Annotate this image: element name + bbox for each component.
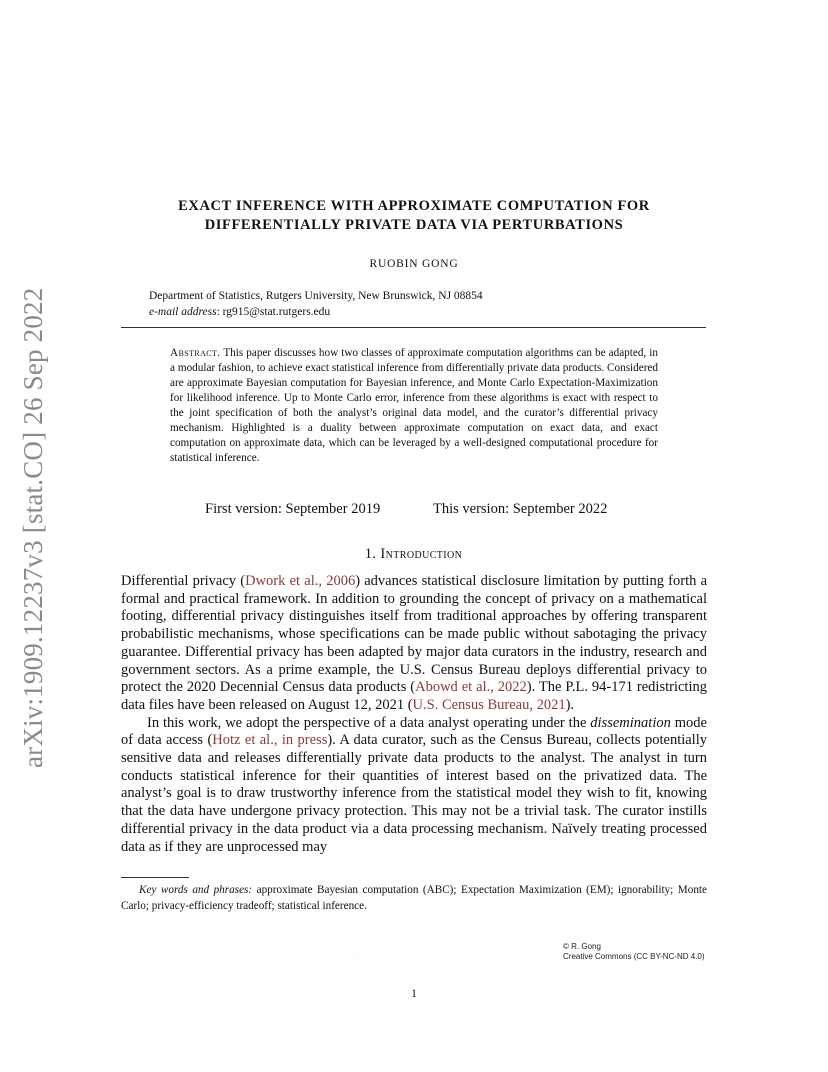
arxiv-identifier: arXiv:1909.12237v3 [stat.CO] 26 Sep 2022 xyxy=(18,287,48,768)
section-number: 1. xyxy=(364,546,377,562)
affiliation: Department of Statistics, Rutgers University, New Brunswick, NJ 08854 xyxy=(149,290,483,302)
first-version: First version: September 2019 xyxy=(205,501,381,517)
body-text xyxy=(121,573,707,856)
stray-dot: . xyxy=(357,952,359,958)
paragraph-1 xyxy=(121,573,707,715)
text-run: mode of data access ( xyxy=(121,714,707,749)
emphasis: dissemination xyxy=(590,714,671,731)
keywords-label: Key words and phrases: xyxy=(139,884,253,896)
text-run: ) advances statistical disclosure limitation by putting forth a formal and practical framework. In addition to grounding the concept of privacy on a mathematical footing, differential privacy distinguishes itself from traditional approaches by offering transparent probabilistic mechanisms, whose specifications can be made public without sabotaging the privacy guarantee. Differential privacy has been adapted by major data curators in the industry, research and government sectors. As a prime example, the U.S. Census Bureau deploys differential privacy to protect the 2020 Decennial Census data products ( xyxy=(121,573,708,696)
license-line: Creative Commons (CC BY-NC-ND 4.0) xyxy=(563,952,705,961)
copyright-line: © R. Gong xyxy=(563,942,601,951)
citation-link[interactable]: Dwork et al., 2006 xyxy=(245,573,356,589)
current-version: This version: September 2022 xyxy=(433,501,608,517)
email-line xyxy=(149,304,483,320)
abstract-heading: Abstract. xyxy=(170,347,221,359)
paper-title xyxy=(120,197,708,235)
citation-link[interactable]: Abowd et al., 2022 xyxy=(415,679,527,696)
author-name: RUOBIN GONG xyxy=(369,258,459,270)
title-line-2: DIFFERENTIALLY PRIVATE DATA VIA PERTURBATIONS xyxy=(204,217,624,233)
keywords-footnote xyxy=(121,882,707,914)
author-affiliation-block xyxy=(149,288,483,320)
keywords-text: approximate Bayesian computation (ABC); Expectation Maximization (EM); ignorability; Monte Carlo; privacy-efficiency tradeoff; statistical inference. xyxy=(121,884,707,912)
citation-link[interactable]: Hotz et al., in press xyxy=(212,732,328,749)
text-run: ). A data curator, such as the Census Bureau, collects potentially sensitive data and releases differentially private data products to the analyst. The analyst in turn conducts statistical inference for their quantities of interest based on the privatized data. The analyst’s goal is to draw trustworthy inference from the statistical model they wish to fit, knowing that the data have undergone privacy protection. This may not be a trivial task. The curator instills differential privacy in the data product via a data processing mechanism. Naïvely treating processed data as if they are unprocessed may xyxy=(121,732,707,855)
email-address[interactable]: : rg915@stat.rutgers.edu xyxy=(216,306,331,318)
text-run: ). The P.L. 94-171 redistricting data files have been released on August 12, 2021 ( xyxy=(121,679,707,713)
footnote-divider xyxy=(121,877,189,878)
page-number: 1 xyxy=(411,988,417,1000)
text-run: Differential privacy ( xyxy=(121,573,246,589)
paragraph-2 xyxy=(121,715,707,857)
header-divider xyxy=(121,327,706,328)
citation-link[interactable]: U.S. Census Bureau, 2021 xyxy=(412,696,566,713)
section-title: Introduction xyxy=(380,546,463,562)
abstract xyxy=(170,346,658,466)
text-run: In this work, we adopt the perspective of a data analyst operating under the xyxy=(147,714,591,731)
text-run: ). xyxy=(565,696,575,713)
license-notice xyxy=(563,942,705,962)
section-heading xyxy=(121,546,706,563)
email-label: e-mail address xyxy=(149,306,217,318)
abstract-text: This paper discusses how two classes of approximate computation algorithms can be adapted, in a modular fashion, to achieve exact statistical inference from differentially private data products. Considered are approximate Bayesian computation for Bayesian inference, and Monte Carlo Expectation-Maximization for likelihood inference. Up to Monte Carlo error, inference from these algorithms is exact with respect to the joint specification of both the analyst’s original data model, and the curator’s differential privacy mechanism. Highlighted is a duality between approximate computation on exact data, and exact computation on approximate data, which can be leveraged by a well-designed computational procedure for statistical inference. xyxy=(170,347,658,464)
title-line-1: EXACT INFERENCE WITH APPROXIMATE COMPUTATION FOR xyxy=(178,198,650,214)
